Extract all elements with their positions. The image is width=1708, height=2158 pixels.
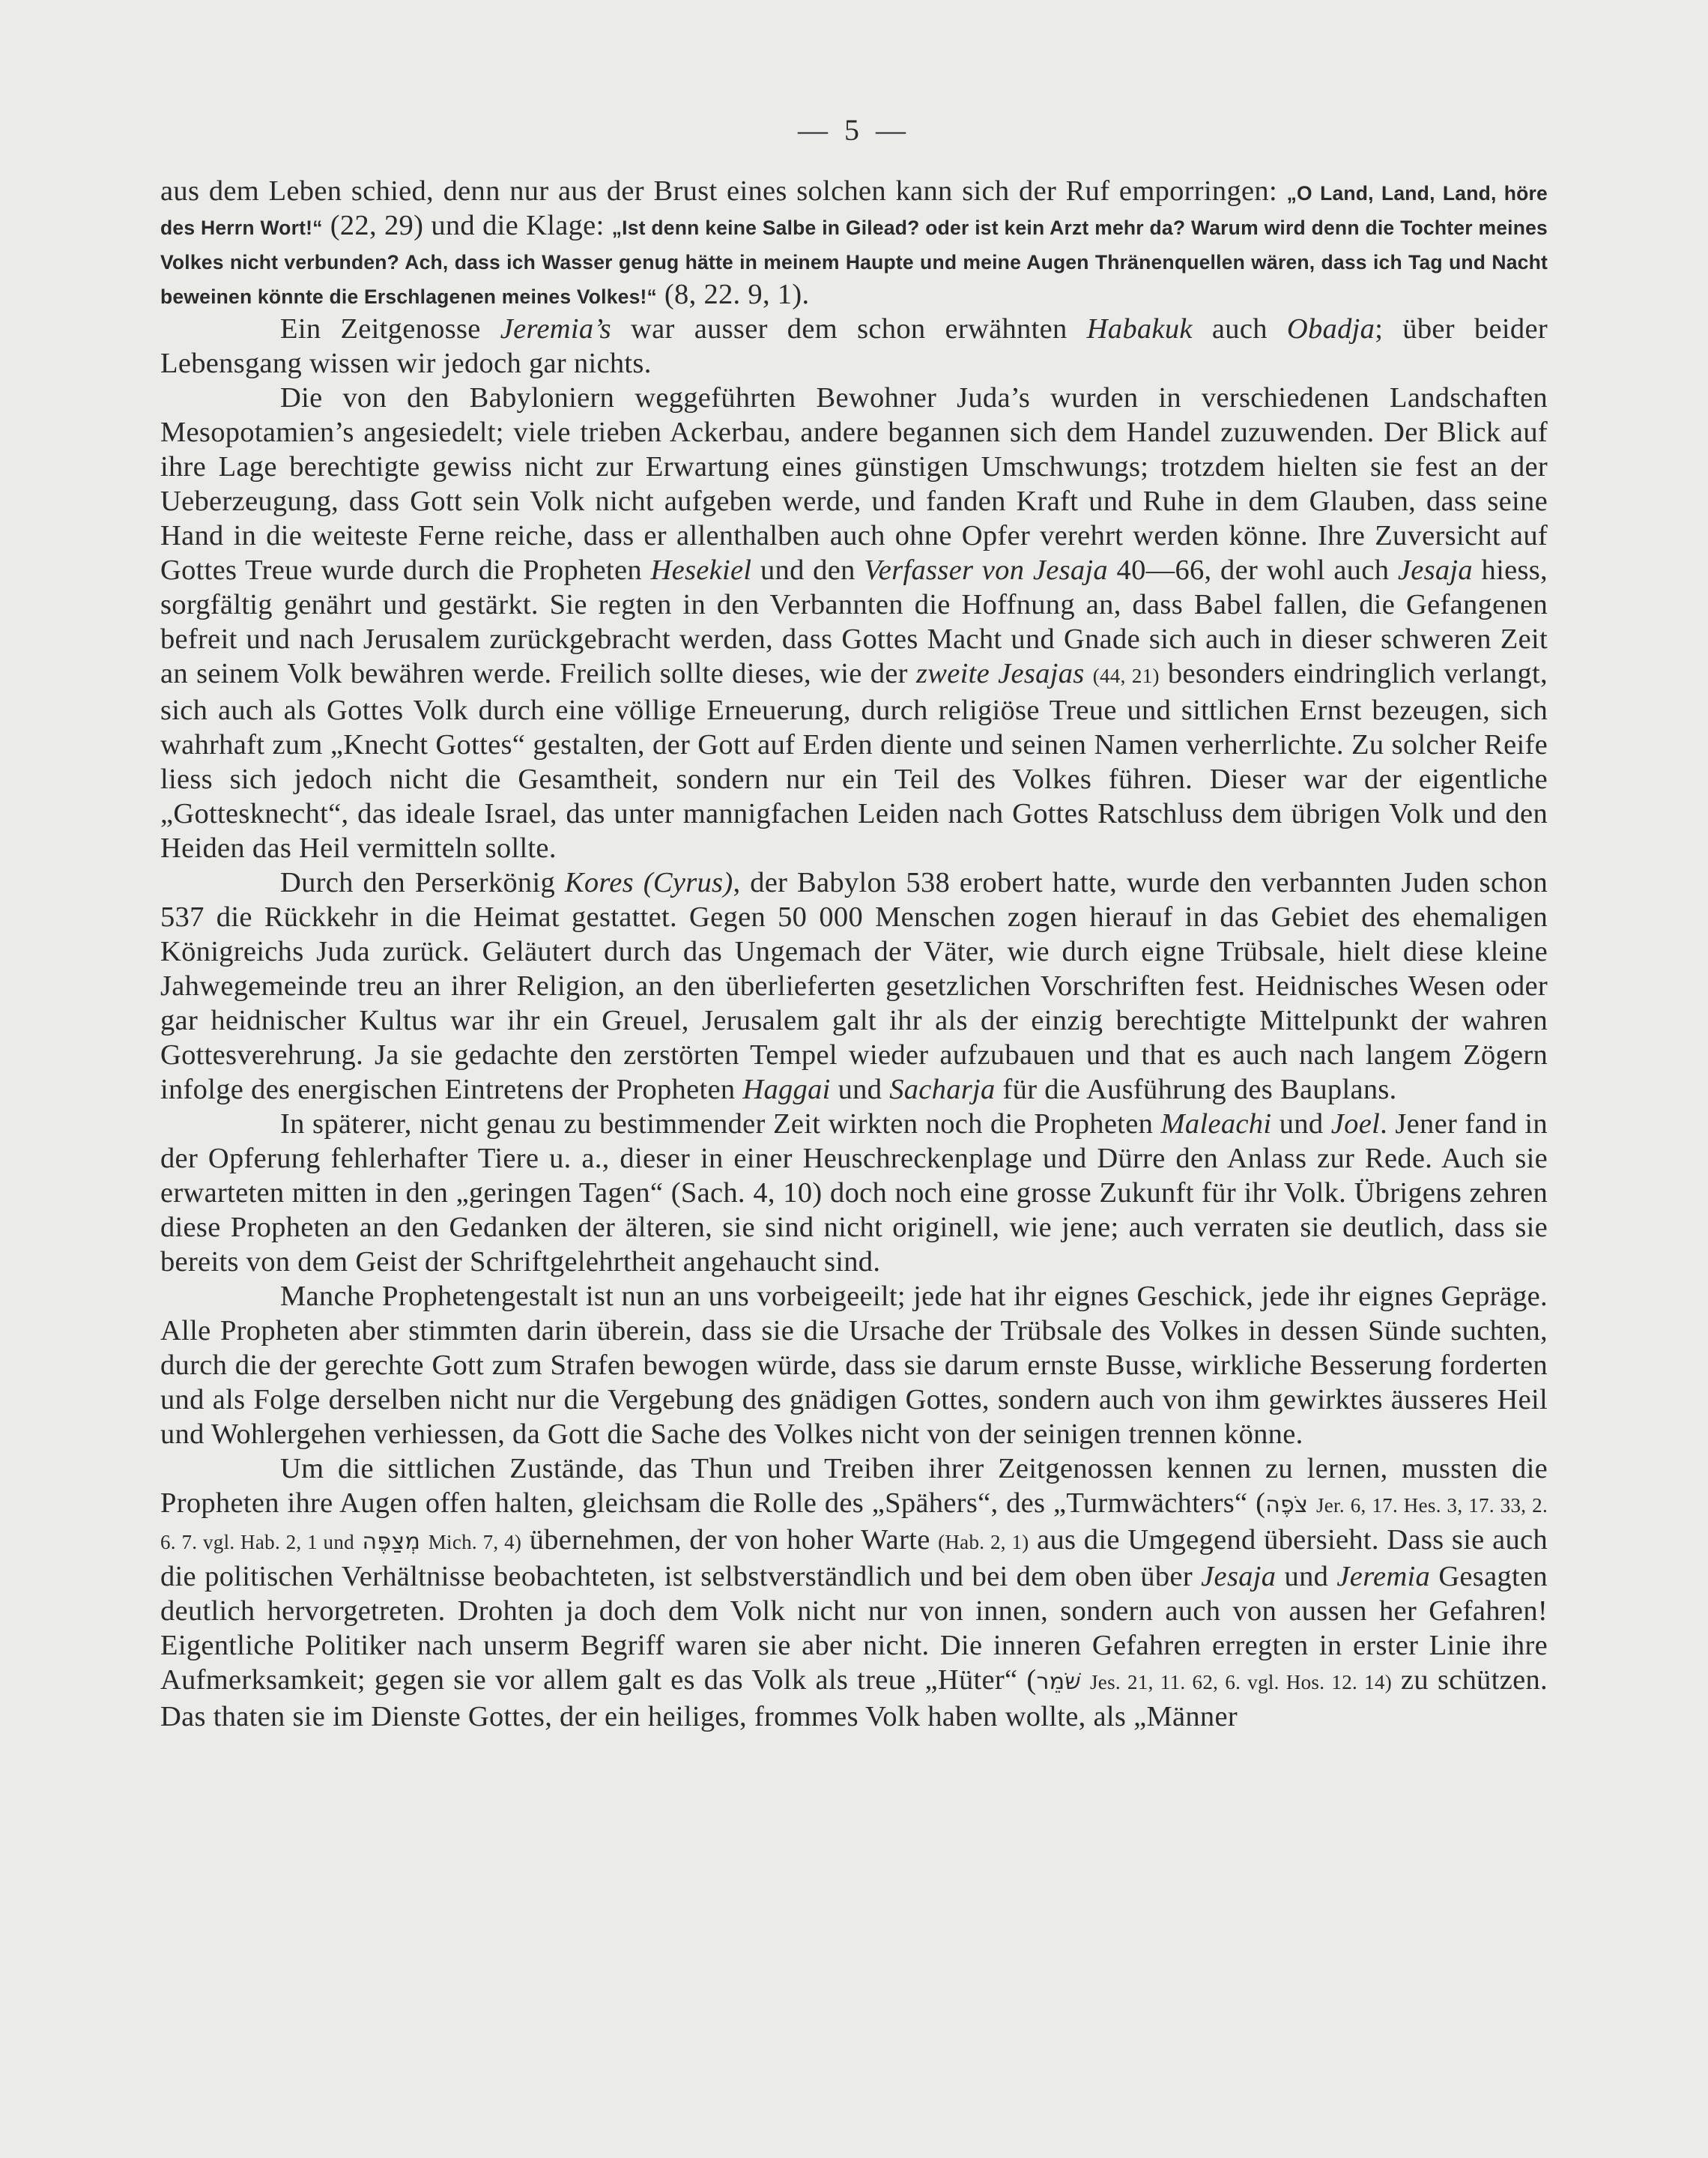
text: ; über beider Lebensgang wissen wir jedoch gar nichts. xyxy=(160,313,1548,379)
name-jesaja: Jesaja xyxy=(1201,1561,1277,1592)
name-kores: Kores (Cyrus) xyxy=(564,867,733,898)
paragraph-7 xyxy=(160,1451,1548,1734)
text: zu schützen. Das thaten sie im Dienste Gottes, der ein heiliges, frommes Volk haben wollte, als „Männer xyxy=(160,1664,1548,1732)
name-habakuk: Habakuk xyxy=(1086,313,1193,345)
paragraph-4 xyxy=(160,865,1548,1107)
text: war ausser dem schon erwähnten xyxy=(630,313,1068,345)
paragraph-2 xyxy=(160,312,1548,381)
reference: (8, 22. 9, 1). xyxy=(664,279,810,310)
reference: Jer. 6, 17. Hes. 3, 17. 33, 2. 6. 7. vgl. Hab. 2, 1 und xyxy=(160,1494,1548,1553)
text: 40—66, der wohl auch xyxy=(1116,554,1390,586)
name-sacharja: Sacharja xyxy=(889,1074,996,1105)
reference: (44, 21) xyxy=(1092,665,1160,687)
text: Um die sittlichen Zustände, das Thun und Treiben ihrer Zeitgenossen kennen zu lernen, mussten die Propheten ihre Augen offen halten, gleichsam die Rolle des „Spähers“, des „Turmwächters“ ( xyxy=(160,1453,1548,1519)
reference: Mich. 7, 4) xyxy=(428,1531,522,1553)
name-jeremia: Jeremia’s xyxy=(500,313,611,345)
hebrew-word: מְצַפֶּה xyxy=(362,1529,421,1555)
text: und den xyxy=(760,554,855,586)
text: aus dem Leben schied, denn nur aus der Brust eines solchen kann sich der Ruf emporringen: xyxy=(160,175,1277,207)
name-zweite-jesajas: zweite Jesajas xyxy=(915,658,1085,689)
text: übernehmen, der von hoher Warte xyxy=(529,1524,930,1556)
text: . Jener fand in der Opferung fehlerhafter Tiere u. a., dieser in einer Heuschreckenplage und Dürre den Anlass zur Rede. Auch sie erwarteten mitten in den „geringen Tagen“ (Sach. 4, 10) doch noch eine grosse Zukunft für ihr Volk. Übrigens zehren diese Propheten an den Gedanken der älteren, sie sind nicht originell, wie jene; auch verraten sie deutlich, dass sie bereits von dem Geist der Schriftgelehrtheit angehaucht sind. xyxy=(160,1108,1548,1278)
body-text xyxy=(160,174,1548,1734)
text: hiess, sorgfältig genährt und gestärkt. Sie regten in den Verbannten die Hoffnung an, dass Babel fallen, die Gefangenen befreit und nach Jerusalem zurückgebracht werden, dass Gottes Macht und Gnade sich auch in dieser schweren Zeit an seinem Volk bewähren werde. Freilich sollte dieses, wie der xyxy=(160,554,1548,689)
paragraph-3 xyxy=(160,381,1548,865)
quote: „Ist denn keine Salbe in Gilead? oder ist kein Arzt mehr da? Warum wird denn die Tochter meines Volkes nicht verbunden? Ach, dass ich Wasser genug hätte in meinem Haupte und meine Augen Thränenquellen wären, dass ich Tag und Nacht beweinen könnte die Erschlagenen meines Volkes!“ xyxy=(160,217,1548,308)
text: auch xyxy=(1211,313,1268,345)
name-hesekiel: Hesekiel xyxy=(650,554,752,586)
text: Durch den Perserkönig xyxy=(280,867,556,898)
text: In späterer, nicht genau zu bestimmender Zeit wirkten noch die Propheten xyxy=(280,1108,1154,1140)
text: Ein Zeitgenosse xyxy=(280,313,481,345)
reference: Jes. 21, 11. 62, 6. vgl. Hos. 12. 14) xyxy=(1090,1671,1393,1693)
text: Die von den Babyloniern weggeführten Bewohner Juda’s wurden in verschiedenen Landschaften Mesopotamien’s angesiedelt; viele trieben Ackerbau, andere begannen sich dem Handel zuzuwenden. Der Blick auf ihre Lage berechtigte gewiss nicht zur Erwartung eines günstigen Umschwungs; trotzdem hielten sie fest an der Ueberzeugung, dass Gott sein Volk nicht aufgeben werde, und fanden Kraft und Ruhe in dem Glauben, dass seine Hand in die weiteste Ferne reiche, dass er allenthalben auch ohne Opfer verehrt werden könne. Ihre Zuversicht auf Gottes Treue wurde durch die Propheten xyxy=(160,382,1548,586)
text: und xyxy=(1284,1561,1329,1592)
text: Manche Prophetengestalt ist nun an uns vorbeigeeilt; jede hat ihr eignes Geschick, jede ihr eignes Gepräge. Alle Propheten aber stimmten darin überein, dass sie die Ursache der Trübsale des Volkes in dessen Sünde suchten, durch die der gerechte Gott zum Strafen bewogen würde, dass sie darum ernste Busse, wirkliche Besserung forderten und als Folge derselben nicht nur die Vergebung des gnädigen Gottes, sondern auch von ihm gewirktes äusseres Heil und Wohlergehen verhiessen, da Gott die Sache des Volkes nicht von der seinigen trennen könne. xyxy=(160,1281,1548,1450)
name-maleachi: Maleachi xyxy=(1160,1108,1272,1140)
hebrew-word: צֹפֶה xyxy=(1265,1492,1309,1518)
name-haggai: Haggai xyxy=(742,1074,831,1105)
name-obadja: Obadja xyxy=(1286,313,1375,345)
text: , der Babylon 538 erobert hatte, wurde den verbannten Juden schon 537 die Rückkehr in die Heimat gestattet. Gegen 50 000 Menschen zogen hierauf in das Gebiet des ehemaligen Königreichs Juda zurück. Geläutert durch das Ungemach der Väter, wie durch eigne Trübsale, hielt diese kleine Jahwegemeinde treu an ihrer Religion, an den überlieferten gesetzlichen Vorschriften fest. Heidnisches Wesen oder gar heidnischer Kultus war ihr ein Greuel, Jerusalem galt ihr als der einzig berechtigte Mittelpunkt der wahren Gottesverehrung. Ja sie gedachte den zerstörten Tempel wieder aufzubauen und that es auch nach langem Zögern infolge des energischen Eintretens der Propheten xyxy=(160,867,1548,1105)
hebrew-word: שֹׁמֵר xyxy=(1036,1669,1082,1695)
text: Gesagten deutlich hervorgetreten. Drohten ja doch dem Volk nicht nur von innen, sondern auch von aussen her Gefahren! Eigentliche Politiker nach unserm Begriff waren sie aber nicht. Die inneren Gefahren erregten in erster Linie ihre Aufmerksamkeit; gegen sie vor allem galt es das Volk als treue „Hüter“ ( xyxy=(160,1561,1548,1696)
text: und die Klage: xyxy=(431,210,605,241)
name-verfasser: Verfasser von Jesaja xyxy=(864,554,1108,586)
paragraph-6 xyxy=(160,1279,1548,1451)
reference: (22, 29) xyxy=(330,210,424,241)
name-jeremia: Jeremia xyxy=(1336,1561,1431,1592)
text: und xyxy=(838,1074,882,1105)
reference: (Hab. 2, 1) xyxy=(938,1531,1029,1553)
name-jesaja: Jesaja xyxy=(1397,554,1473,586)
text: besonders eindringlich verlangt, sich auch als Gottes Volk durch eine völlige Erneuerung, durch religiöse Treue und sittlichen Ernst bezeugen, sich wahrhaft zum „Knecht Gottes“ gestalten, der Gott auf Erden diente und seinen Namen verherrlichte. Zu solcher Reife liess sich jedoch nicht die Gesamtheit, sondern nur ein Teil des Volkes führen. Dieser war der eigentliche „Gottesknecht“, das ideale Israel, das unter mannigfachen Leiden nach Gottes Ratschluss dem übrigen Volk und den Heiden das Heil vermitteln sollte. xyxy=(160,658,1548,864)
text: für die Ausführung des Bauplans. xyxy=(1002,1074,1397,1105)
text: aus die Umgegend übersieht. Dass sie auch die politischen Verhältnisse beobachteten, ist selbstverständlich und bei dem oben über xyxy=(160,1524,1548,1592)
quote: „O Land, Land, Land, höre des Herrn Wort!“ xyxy=(160,182,1548,239)
paragraph-1 xyxy=(160,174,1548,312)
text: und xyxy=(1279,1108,1324,1140)
name-joel: Joel xyxy=(1330,1108,1381,1140)
page-number: — 5 — xyxy=(798,113,910,147)
paragraph-5 xyxy=(160,1107,1548,1279)
